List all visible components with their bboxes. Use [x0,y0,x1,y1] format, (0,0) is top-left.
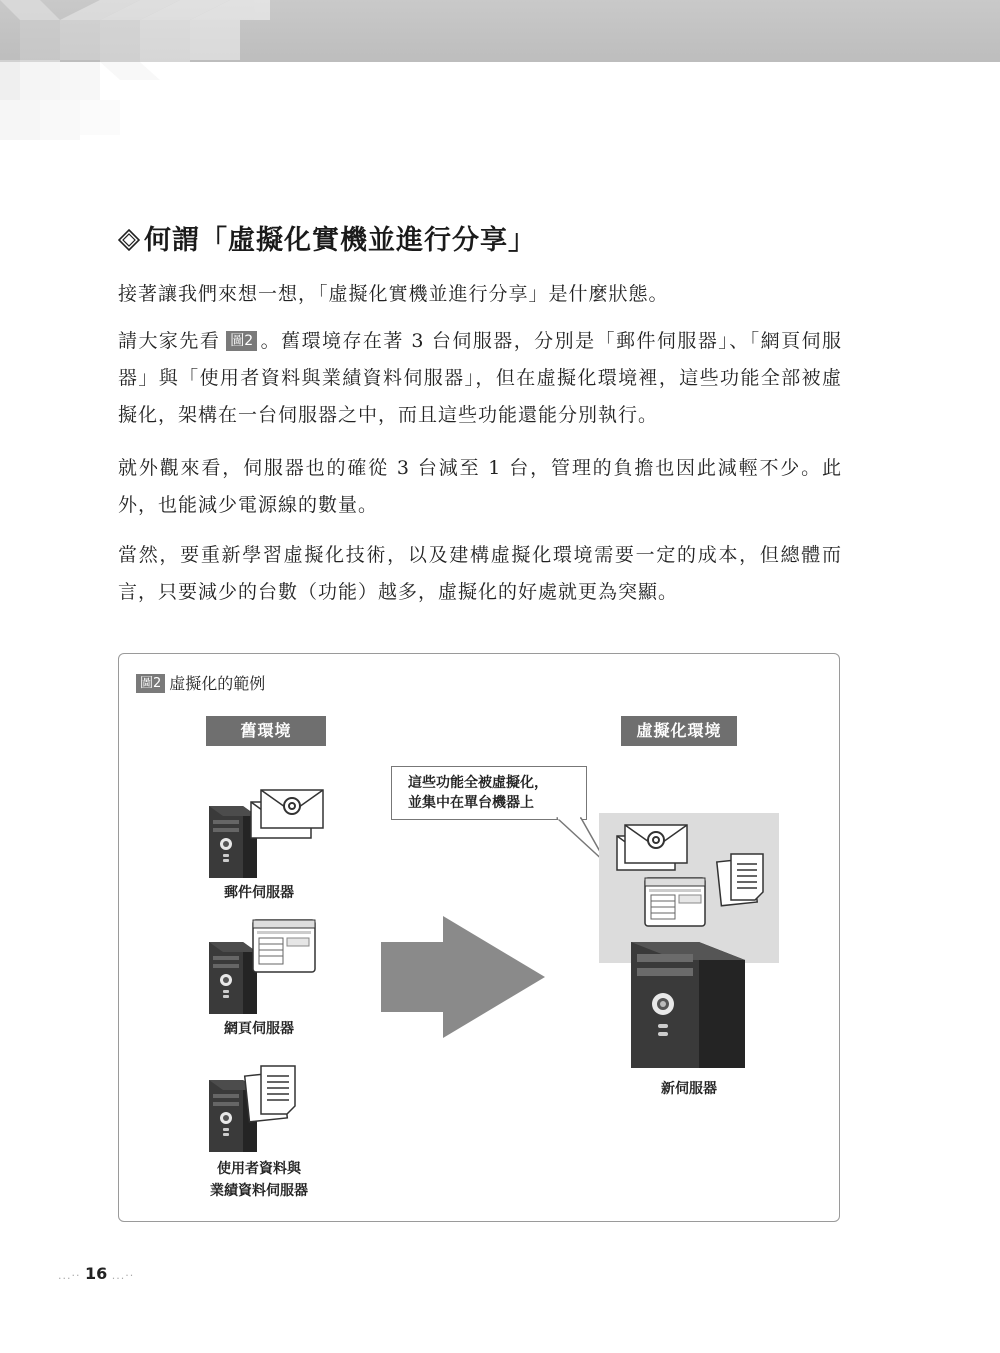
mail-envelope-icon [251,790,323,838]
web-server-label: 網頁伺服器 [224,1021,294,1037]
paragraph-3: 就外觀來看，伺服器也的確從 3 台減至 1 台，管理的負擔也因此減輕不少。此外，也能減少電源線的數量。 [118,457,842,516]
document-icon [245,1066,295,1122]
paragraph-2-rest: 。舊環境存在著 3 台伺服器，分別是「郵件伺服器」、「網頁伺服器」與「使用者資料與業績資料伺服器」，但在虛擬化環境裡，這些功能全部被虛擬化，架構在一台伺服器之中，而且這些功能還能分別執行。 [118,330,842,426]
paragraph-2-start: 請大家先看 [118,330,221,352]
callout-bubble [391,766,587,820]
figure-caption [136,671,265,694]
new-server-icon [629,940,749,1070]
mail-server-icon [207,784,327,884]
data-server-label-line2: 業績資料伺服器 [210,1183,308,1199]
web-browser-icon [253,920,315,972]
figure-reference-badge: 圖2 [226,331,257,351]
section-title [118,218,536,257]
section-title-text: 何謂「虛擬化實機並進行分享」 [144,225,536,256]
figure-caption-text: 虛擬化的範例 [169,674,266,693]
figure-box [118,653,840,1222]
page-number [58,1264,134,1283]
data-server-label-line1: 使用者資料與 [217,1161,301,1177]
figure-number-badge: 圖2 [136,674,165,693]
paragraph-2 [118,323,842,434]
virtual-mail-icon [617,825,687,870]
virtualized-functions-icons [615,822,775,932]
page-number-dots-right: ...·· [107,1269,135,1282]
transition-arrow-icon [381,916,547,1038]
diamond-bullet-icon [118,229,140,251]
web-server-icon [207,920,327,1020]
header-cube-decoration [0,0,270,165]
mail-server-label: 郵件伺服器 [224,885,294,901]
virtual-environment-label: 虛擬化環境 [621,716,737,746]
callout-line-1: 這些功能全被虛擬化， [408,775,548,791]
data-server-label [189,1158,329,1202]
old-environment-label: 舊環境 [206,716,326,746]
paragraph-1: 接著讓我們來想一想，「虛擬化實機並進行分享」是什麼狀態。 [118,283,669,305]
paragraph-4: 當然，要重新學習虛擬化技術，以及建構虛擬化環境需要一定的成本，但總體而言，只要減少的台數（功能）越多，虛擬化的好處就更為突顯。 [118,544,842,603]
virtual-browser-icon [645,878,705,926]
callout-line-2: 並集中在單台機器上 [408,795,534,811]
page-number-value: 16 [84,1264,108,1283]
virtual-document-icon [717,854,763,906]
new-server-label: 新伺服器 [661,1081,717,1097]
page-number-dots-left: ...·· [58,1269,85,1282]
data-server-icon [207,1064,327,1164]
